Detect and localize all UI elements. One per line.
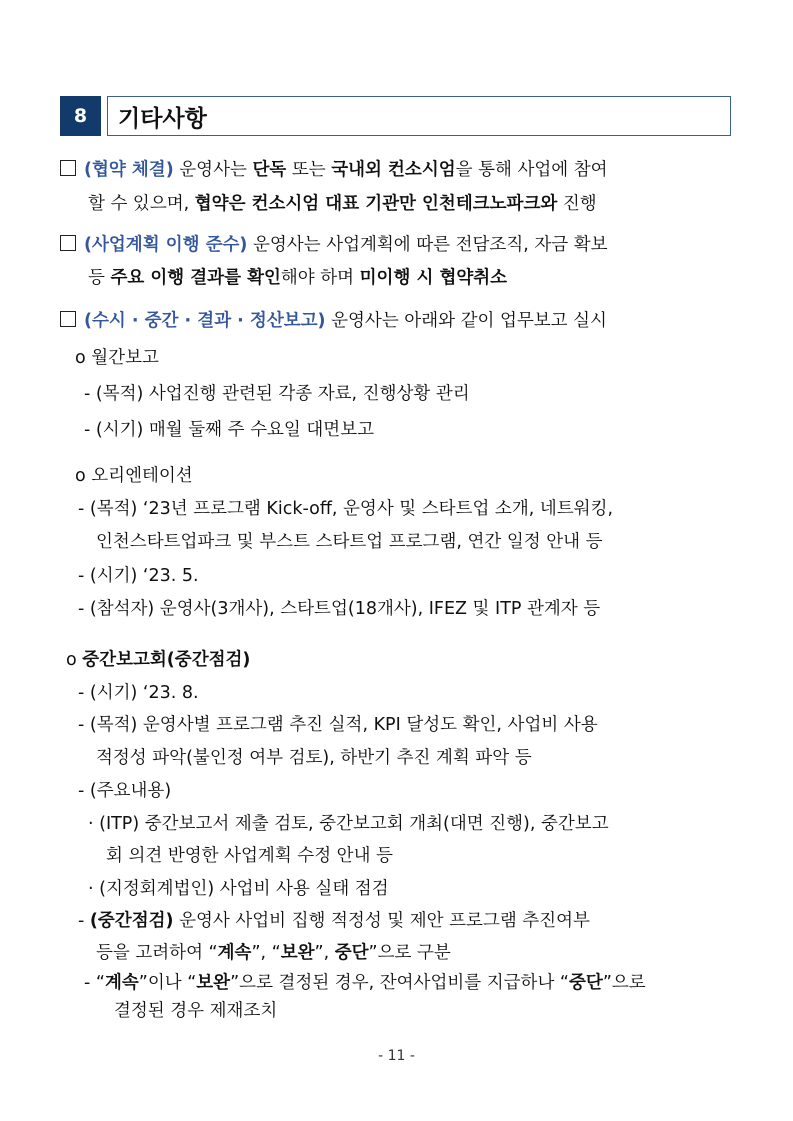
section-number: 8	[60, 96, 101, 136]
item-agreement-line1: (협약 체결) 운영사는 단독 또는 국내외 컨소시엄을 통해 사업에 참여	[60, 158, 733, 182]
page-number: - 11 -	[378, 1048, 415, 1064]
monthly-report-title: o 월간보고	[75, 348, 159, 368]
item-reports-line1: (수시 · 중간 · 결과 · 정산보고) 운영사는 아래와 같이 업무보고 실시	[60, 309, 607, 333]
item-business-plan-line1: (사업계획 이행 준수) 운영사는 사업계획에 따른 전담조직, 자금 확보	[60, 233, 608, 257]
monthly-report-purpose: - (목적) 사업진행 관련된 각종 자료, 진행상황 관리	[84, 384, 470, 404]
midterm-itp-line2: 회 의견 반영한 사업계획 수정 안내 등	[106, 846, 393, 866]
item-agreement-line2: 할 수 있으며, 협약은 컨소시엄 대표 기관만 인천테크노파크와 진행	[88, 194, 597, 214]
midterm-accounting: · (지정회계법인) 사업비 사용 실태 점검	[88, 879, 389, 899]
orientation-timing: - (시기) ‘23. 5.	[78, 566, 199, 586]
orientation-purpose-line2: 인천스타트업파크 및 부스트 스타트업 프로그램, 연간 일정 안내 등	[96, 532, 603, 552]
midterm-purpose-line2: 적정성 파악(불인정 여부 검토), 하반기 추진 계획 파악 등	[96, 748, 532, 768]
section-header	[60, 96, 731, 136]
midterm-timing: - (시기) ‘23. 8.	[78, 683, 199, 703]
orientation-participants: - (참석자) 운영사(3개사), 스타트업(18개사), IFEZ 및 ITP 관계자 등	[78, 599, 601, 619]
orientation-purpose-line1: - (목적) ‘23년 프로그램 Kick-off, 운영사 및 스타트업 소개, 네트워킹,	[78, 499, 614, 519]
monthly-report-timing: - (시기) 매월 둘째 주 수요일 대면보고	[84, 420, 375, 440]
checkbox-square-icon	[60, 160, 76, 176]
midterm-title: o 중간보고회(중간점검)	[66, 650, 251, 670]
midterm-check-line2: 등을 고려하여 “계속”, “보완”, 중단”으로 구분	[96, 943, 451, 963]
section-title: 기타사항	[107, 96, 731, 136]
checkbox-square-icon	[60, 235, 76, 251]
orientation-title: o 오리엔테이션	[75, 466, 193, 486]
item-business-plan-line2: 등 주요 이행 결과를 확인해야 하며 미이행 시 협약취소	[88, 268, 508, 288]
midterm-note-line1: - “계속”이나 “보완”으로 결정된 경우, 잔여사업비를 지급하나 “중단”으로	[84, 973, 646, 993]
midterm-content-heading: - (주요내용)	[78, 781, 172, 801]
checkbox-square-icon	[60, 311, 76, 327]
midterm-itp-line1: · (ITP) 중간보고서 제출 검토, 중간보고회 개최(대면 진행), 중간보고	[88, 814, 609, 834]
midterm-check-line1: - (중간점검) 운영사 사업비 집행 적정성 및 제안 프로그램 추진여부	[78, 911, 590, 931]
midterm-purpose-line1: - (목적) 운영사별 프로그램 추진 실적, KPI 달성도 확인, 사업비 사용	[78, 715, 598, 735]
midterm-note-line2: 결정된 경우 제재조치	[114, 1001, 278, 1021]
